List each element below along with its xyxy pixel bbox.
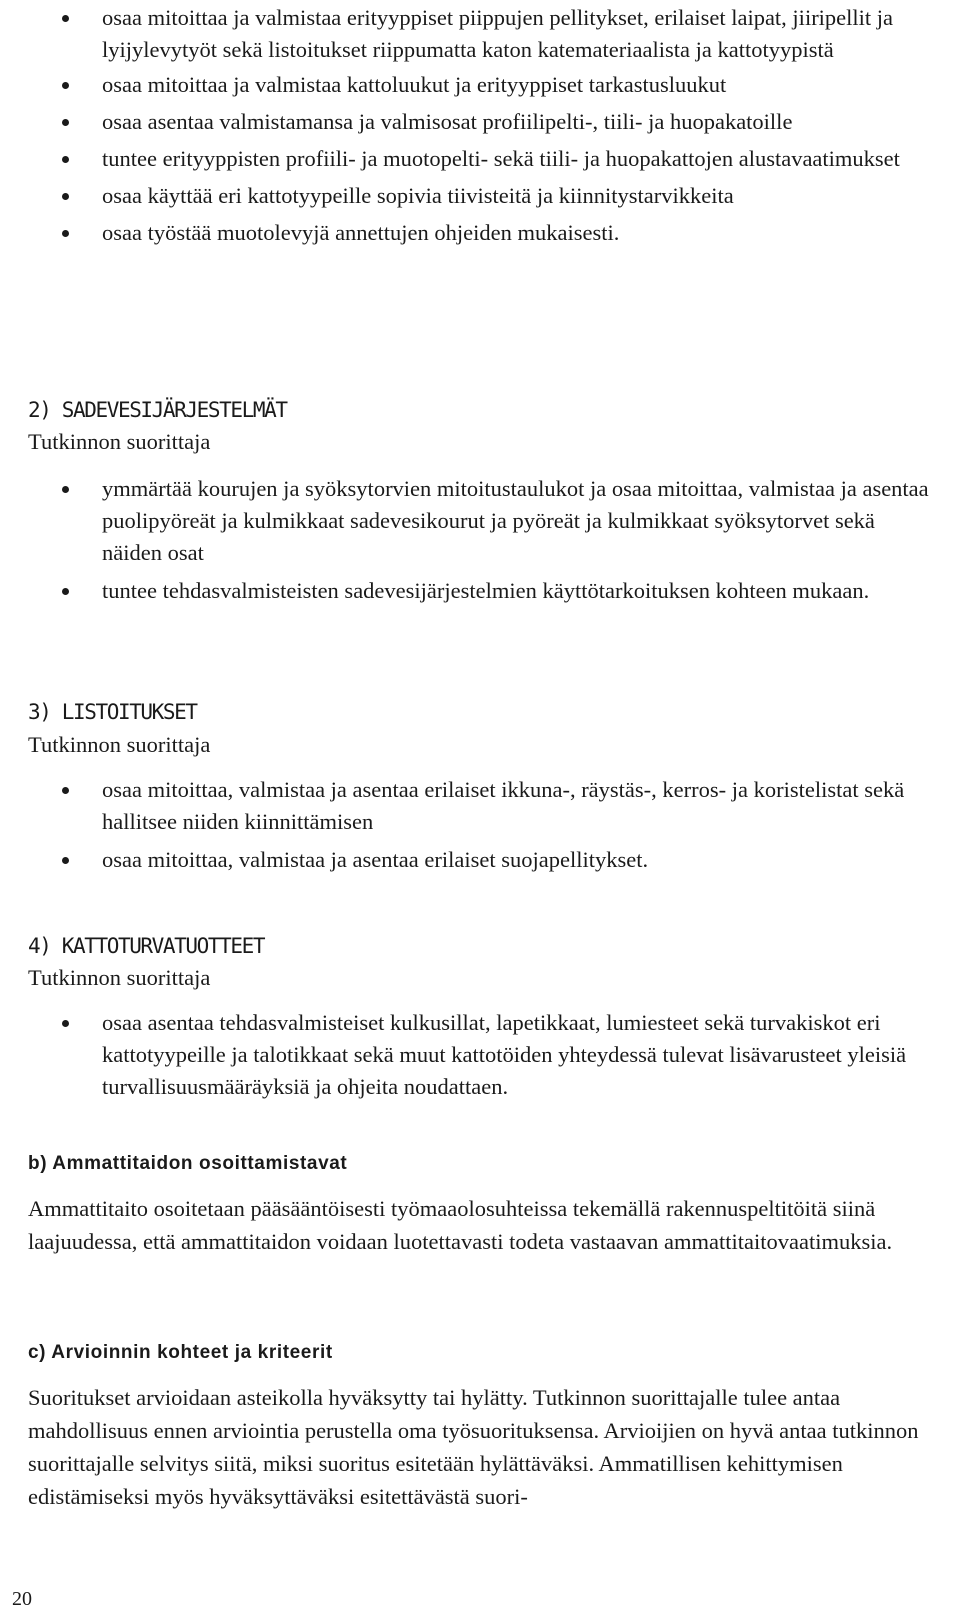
list-item: osaa mitoittaa, valmistaa ja asentaa erilaiset suojapellitykset. (0, 844, 960, 876)
bullet-icon (62, 193, 69, 200)
bullet-icon (62, 787, 69, 794)
list-item: osaa asentaa tehdasvalmisteiset kulkusillat, lapetikkaat, lumiesteet sekä turvakiskot eri kattotyypeille ja talotikkaat sekä muut kattotöiden yhteydessä tulevat lisävarusteet yleisiä turvallisuusmääräyksiä ja ohjeita noudattaen. (0, 1007, 960, 1103)
bullet-icon (62, 486, 69, 493)
list-item: tuntee erityyppisten profiili- ja muotopelti- sekä tiili- ja huopakattojen alustavaatimukset (0, 143, 960, 175)
bullet-icon (62, 15, 69, 22)
section-subtitle: Tutkinnon suorittaja (28, 965, 211, 990)
section-heading: 3) LISTOITUKSET (28, 700, 197, 724)
list-item: tuntee tehdasvalmisteisten sadevesijärjestelmien käyttötarkoituksen kohteen mukaan. (0, 575, 960, 607)
paragraph: Suoritukset arvioidaan asteikolla hyväksytty tai hylätty. Tutkinnon suorittajalle tulee antaa mahdollisuus ennen arviointia perustella oma työsuorituksensa. Arvioijien on hyvä antaa tutkinnon suorittajalle selvitys siitä, miksi suoritus esitetään hylättäväksi. Ammatillisen kehittymisen edistämiseksi myös hyväksyttäväksi esitettävästä suori- (28, 1385, 919, 1509)
section-heading: 4) KATTOTURVATUOTTEET (28, 934, 265, 958)
list-item: osaa työstää muotolevyjä annettujen ohjeiden mukaisesti. (0, 217, 960, 249)
bullet-icon (62, 156, 69, 163)
bullet-icon (62, 857, 69, 864)
bullet-icon (62, 588, 69, 595)
requirements-list (0, 774, 960, 876)
list-item: osaa mitoittaa, valmistaa ja asentaa erilaiset ikkuna-, räystäs-, kerros- ja koristelistat sekä hallitsee niiden kiinnittämisen (0, 774, 960, 838)
paragraph: Ammattitaito osoitetaan pääsääntöisesti työmaaolosuhteissa tekemällä rakennuspeltitöitä siinä laajuudessa, että ammattitaidon voidaan luotettavasti todeta vastaavan ammattitaitovaatimuksia. (28, 1196, 893, 1254)
section-heading: b) Ammattitaidon osoittamistavat (28, 1153, 348, 1174)
requirements-list (0, 473, 960, 607)
bullet-icon (62, 230, 69, 237)
requirements-list (0, 2, 960, 249)
bullet-icon (62, 119, 69, 126)
section-heading: 2) SADEVESIJÄRJESTELMÄT (28, 398, 287, 422)
list-item: osaa mitoittaa ja valmistaa erityyppiset piippujen pellitykset, erilaiset laipat, jiiripellit ja lyijylevytyöt sekä listoitukset riippumatta katon katemateriaalista ja kattotyypistä (0, 2, 960, 66)
bullet-icon (62, 82, 69, 89)
section-subtitle: Tutkinnon suorittaja (28, 732, 211, 757)
list-item: osaa käyttää eri kattotyypeille sopivia tiivisteitä ja kiinnitystarvikkeita (0, 180, 960, 212)
list-item: osaa mitoittaa ja valmistaa kattoluukut ja erityyppiset tarkastusluukut (0, 69, 960, 101)
list-item: ymmärtää kourujen ja syöksytorvien mitoitustaulukot ja osaa mitoittaa, valmistaa ja asentaa puolipyöreät ja kulmikkaat sadevesikourut ja pyöreät ja kulmikkaat syöksytorvet sekä näiden osat (0, 473, 960, 569)
requirements-list (0, 1007, 960, 1103)
page-number: 20 (12, 1588, 32, 1610)
bullet-icon (62, 1020, 69, 1027)
section-subtitle: Tutkinnon suorittaja (28, 429, 211, 454)
section-heading: c) Arvioinnin kohteet ja kriteerit (28, 1342, 333, 1363)
list-item: osaa asentaa valmistamansa ja valmisosat profiilipelti-, tiili- ja huopakatoille (0, 106, 960, 138)
